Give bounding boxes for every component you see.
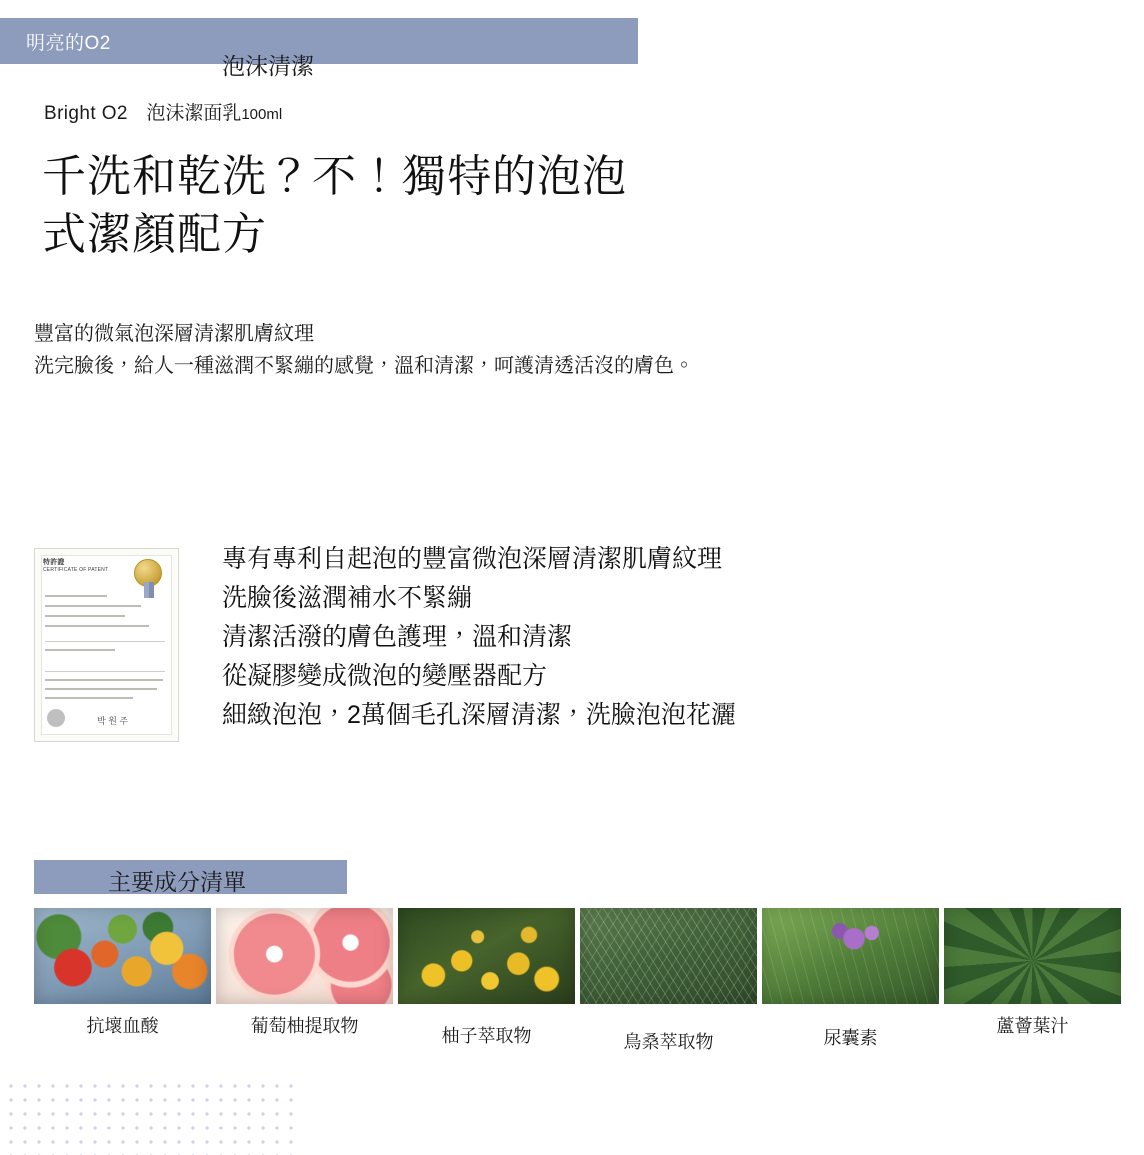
benefit-item: 從凝膠變成微泡的變壓器配方 [222, 662, 548, 690]
benefit-item: 清潔活潑的膚色護理，溫和清潔 [222, 623, 573, 651]
ingredient-label: 尿囊素 [823, 1028, 878, 1048]
mixed-fruit-vegetables-image [34, 908, 211, 1004]
ingredient-item-yuzu [398, 908, 575, 1046]
certificate-text-line [45, 649, 115, 651]
decorative-dot-pattern [0, 1075, 300, 1155]
product-name-zh: 泡沫潔面乳 [146, 103, 242, 124]
ingredient-item-mulberry [580, 908, 757, 1052]
certificate-title-sub: CERTIFICATE OF PATENT [43, 567, 109, 573]
certificate-text-line [45, 615, 125, 617]
benefit-list [222, 540, 1102, 735]
ingredients-band [34, 860, 347, 894]
pine-needles-image [580, 908, 757, 1004]
brand-name: 明亮的O2 [26, 33, 111, 54]
grapefruit-image [216, 908, 393, 1004]
certificate-text-line [45, 605, 141, 607]
ingredient-item-allantoin [762, 908, 939, 1048]
ingredient-item-grapefruit [216, 908, 393, 1036]
certificate-text-line [45, 625, 149, 627]
benefit-item: 洗臉後滋潤補水不緊繃 [222, 584, 473, 612]
benefit-item: 專有專利自起泡的豐富微泡深層清潔肌膚紋理 [222, 545, 723, 573]
certificate-title [43, 557, 108, 573]
ingredient-label: 蘆薈葉汁 [996, 1016, 1069, 1036]
certificate-text-line [45, 679, 163, 681]
headline [42, 148, 942, 264]
certificate-and-benefits [34, 540, 1114, 760]
ribbon-icon [144, 582, 154, 598]
ingredients-section-title: 主要成分清單 [108, 869, 246, 895]
patent-certificate-image [34, 548, 179, 742]
benefit-item: 細緻泡泡，2萬個毛孔深層清潔，洗臉泡泡花灑 [222, 701, 736, 729]
product-name-en: Bright O2 [44, 103, 128, 124]
section-title-foam-cleansing: 泡沫清潔 [222, 53, 314, 79]
product-name-line [44, 98, 282, 125]
yuzu-tree-image [398, 908, 575, 1004]
headline-line-2: 式潔顏配方 [42, 210, 267, 259]
header-band [0, 18, 638, 64]
ingredient-label: 抗壞血酸 [86, 1016, 159, 1036]
description-line-2: 洗完臉後，給人一種滋潤不緊繃的感覺，溫和清潔，呵護清透活沒的膚色。 [34, 355, 694, 377]
aloe-plant-image [944, 908, 1121, 1004]
certificate-divider [45, 671, 165, 672]
ingredient-item-ascorbic-acid [34, 908, 211, 1036]
certificate-divider [45, 641, 165, 642]
ingredient-label: 鳥桑萃取物 [623, 1032, 714, 1052]
official-seal-icon [47, 709, 65, 727]
comfrey-flower-image [762, 908, 939, 1004]
description-line-1: 豐富的微氣泡深層清潔肌膚紋理 [34, 323, 314, 345]
certificate-title-main: 特許證 [43, 559, 65, 566]
certificate-text-line [45, 688, 157, 690]
headline-line-1: 千洗和乾洗？不！獨特的泡泡 [42, 152, 627, 201]
certificate-text-line [45, 697, 133, 699]
ingredient-label: 柚子萃取物 [441, 1026, 532, 1046]
ingredient-label: 葡萄柚提取物 [250, 1016, 359, 1036]
certificate-signature: 박 원 주 [97, 716, 129, 726]
ingredients-row [34, 908, 1124, 1058]
product-volume: 100ml [241, 106, 283, 123]
certificate-text-line [45, 595, 107, 597]
description [34, 318, 1034, 382]
ingredient-item-aloe [944, 908, 1121, 1036]
